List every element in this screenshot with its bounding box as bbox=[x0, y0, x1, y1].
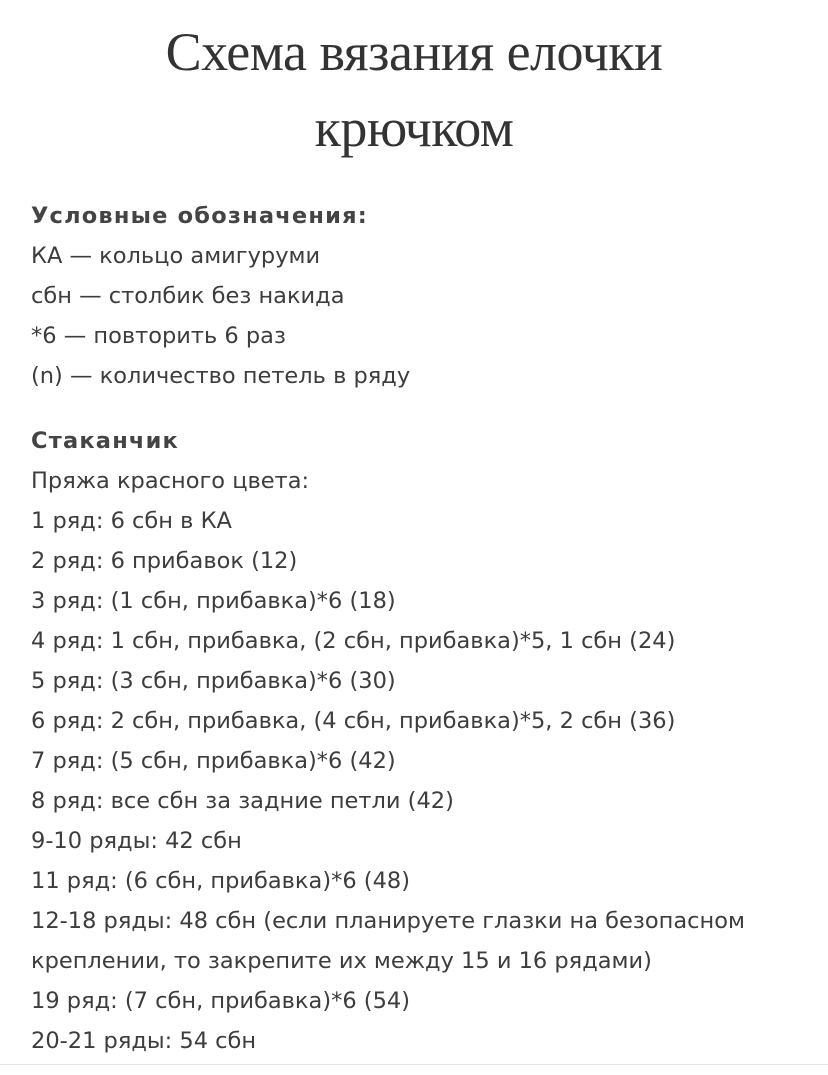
pattern-row: 1 ряд: 6 сбн в КА bbox=[31, 508, 232, 534]
title-line-1: Схема вязания елочки bbox=[165, 22, 663, 82]
pattern-row: 12-18 ряды: 48 сбн (если планируете глазки на безопасном креплении, то закрепите их между 15 и 16 рядами) bbox=[31, 908, 745, 974]
section-spacer bbox=[31, 396, 811, 421]
title-line-2: крючком bbox=[314, 98, 514, 158]
bottom-divider bbox=[0, 1064, 828, 1065]
legend-item: (n) — количество петель в ряду bbox=[31, 363, 411, 389]
pattern-row: 19 ряд: (7 сбн, прибавка)*6 (54) bbox=[31, 988, 410, 1014]
pattern-row: 7 ряд: (5 сбн, прибавка)*6 (42) bbox=[31, 748, 396, 774]
legend-heading: Условные обозначения: bbox=[31, 203, 368, 229]
article-body bbox=[31, 196, 811, 1061]
pattern-row: 6 ряд: 2 сбн, прибавка, (4 сбн, прибавка)*5, 2 сбн (36) bbox=[31, 708, 676, 734]
cup-intro: Пряжа красного цвета: bbox=[31, 468, 310, 494]
pattern-row: 8 ряд: все сбн за задние петли (42) bbox=[31, 788, 454, 814]
legend-item: сбн — столбик без накида bbox=[31, 283, 345, 309]
pattern-row: 4 ряд: 1 сбн, прибавка, (2 сбн, прибавка)*5, 1 сбн (24) bbox=[31, 628, 676, 654]
page-title bbox=[20, 14, 808, 166]
pattern-row: 11 ряд: (6 сбн, прибавка)*6 (48) bbox=[31, 868, 410, 894]
pattern-row: 9-10 ряды: 42 сбн bbox=[31, 828, 242, 854]
pattern-row: 2 ряд: 6 прибавок (12) bbox=[31, 548, 298, 574]
cup-heading: Стаканчик bbox=[31, 428, 180, 454]
pattern-row: 20-21 ряды: 54 сбн bbox=[31, 1028, 257, 1054]
legend-item: КА — кольцо амигуруми bbox=[31, 243, 321, 269]
pattern-row: 5 ряд: (3 сбн, прибавка)*6 (30) bbox=[31, 668, 396, 694]
legend-item: *6 — повторить 6 раз bbox=[31, 323, 286, 349]
pattern-row: 3 ряд: (1 сбн, прибавка)*6 (18) bbox=[31, 588, 396, 614]
